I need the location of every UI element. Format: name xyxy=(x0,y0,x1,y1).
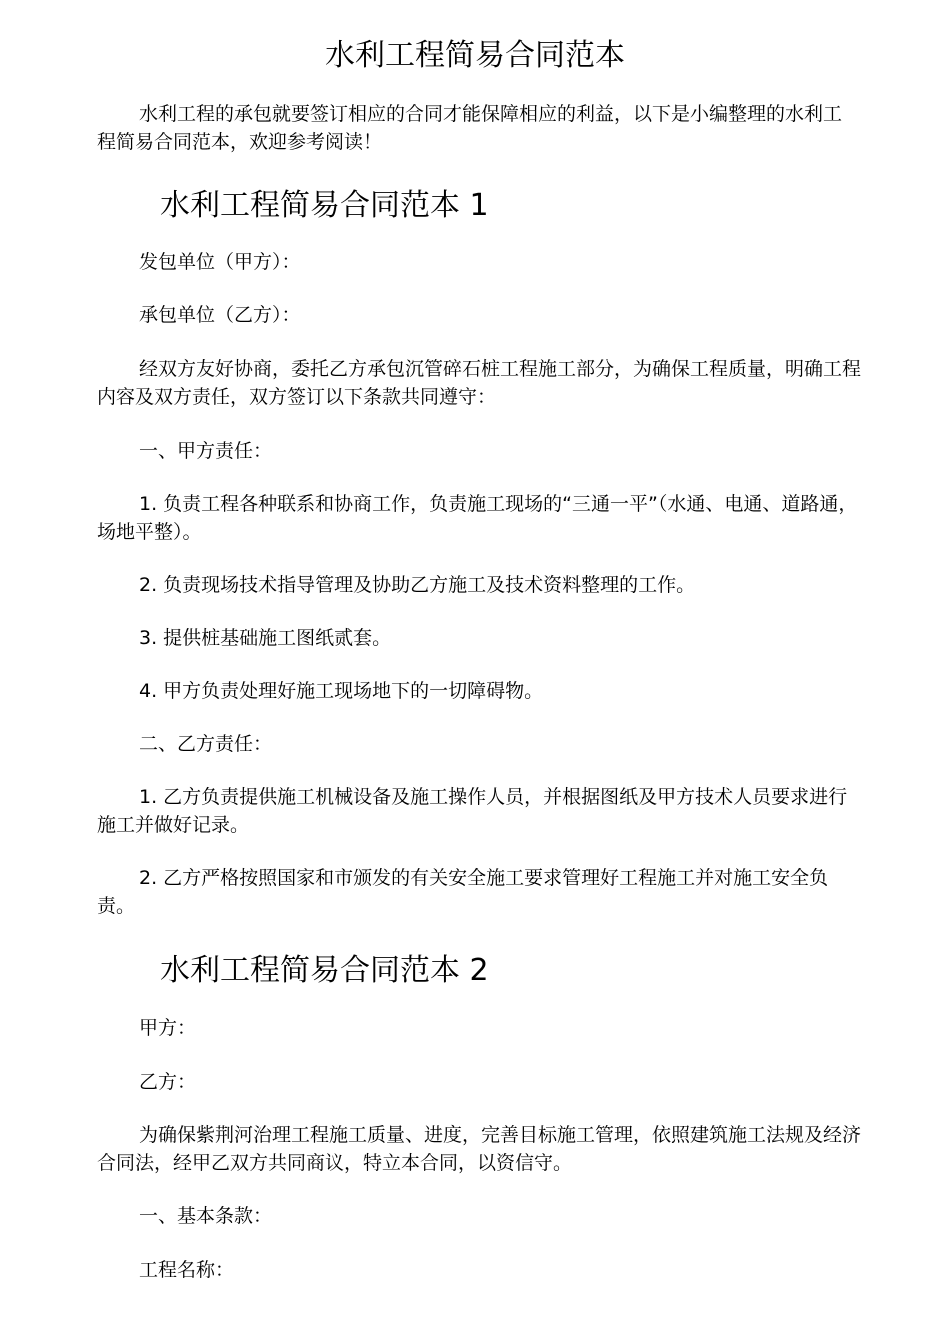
party-a-line: 发包单位（甲方）： xyxy=(139,251,301,273)
document-title: 水利工程简易合同范本 xyxy=(325,38,625,73)
party-a-item-4: 4. 甲方负责处理好施工现场地下的一切障碍物。 xyxy=(139,680,544,702)
party-a-item-1: 1. 负责工程各种联系和协商工作，负责施工现场的“三通一平”（水通、电通、道路通，场地平整）。 xyxy=(97,493,858,543)
section-2-heading: 水利工程简易合同范本 2 xyxy=(160,953,489,988)
party-b-item-2: 2. 乙方严格按照国家和市颁发的有关安全施工要求管理好工程施工并对施工安全负责。 xyxy=(97,867,829,917)
party-b-line: 承包单位（乙方）： xyxy=(139,304,301,326)
party-b-item-1: 1. 乙方负责提供施工机械设备及施工操作人员，并根据图纸及甲方技术人员要求进行施工并做好记录。 xyxy=(97,786,848,836)
purpose-paragraph: 为确保紫荆河治理工程施工质量、进度，完善目标施工管理，依照建筑施工法规及经济合同法，经甲乙双方共同商议，特立本合同，以资信守。 xyxy=(97,1124,862,1174)
party-b-label: 乙方： xyxy=(139,1071,197,1093)
party-a-responsibility-heading: 一、甲方责任： xyxy=(139,440,273,462)
party-b-responsibility-heading: 二、乙方责任： xyxy=(139,733,273,755)
party-a-item-2: 2. 负责现场技术指导管理及协助乙方施工及技术资料整理的工作。 xyxy=(139,574,696,596)
party-a-item-3: 3. 提供桩基础施工图纸贰套。 xyxy=(139,627,392,649)
basic-terms-heading: 一、基本条款： xyxy=(139,1205,273,1227)
agreement-paragraph: 经双方友好协商，委托乙方承包沉管碎石桩工程施工部分，为确保工程质量，明确工程内容及双方责任，双方签订以下条款共同遵守： xyxy=(97,358,862,408)
intro-paragraph: 水利工程的承包就要签订相应的合同才能保障相应的利益，以下是小编整理的水利工程简易合同范本，欢迎参考阅读！ xyxy=(97,103,843,153)
party-a-label: 甲方： xyxy=(139,1017,197,1039)
project-name-line: 工程名称： xyxy=(139,1259,235,1281)
section-1-heading: 水利工程简易合同范本 1 xyxy=(160,188,489,223)
